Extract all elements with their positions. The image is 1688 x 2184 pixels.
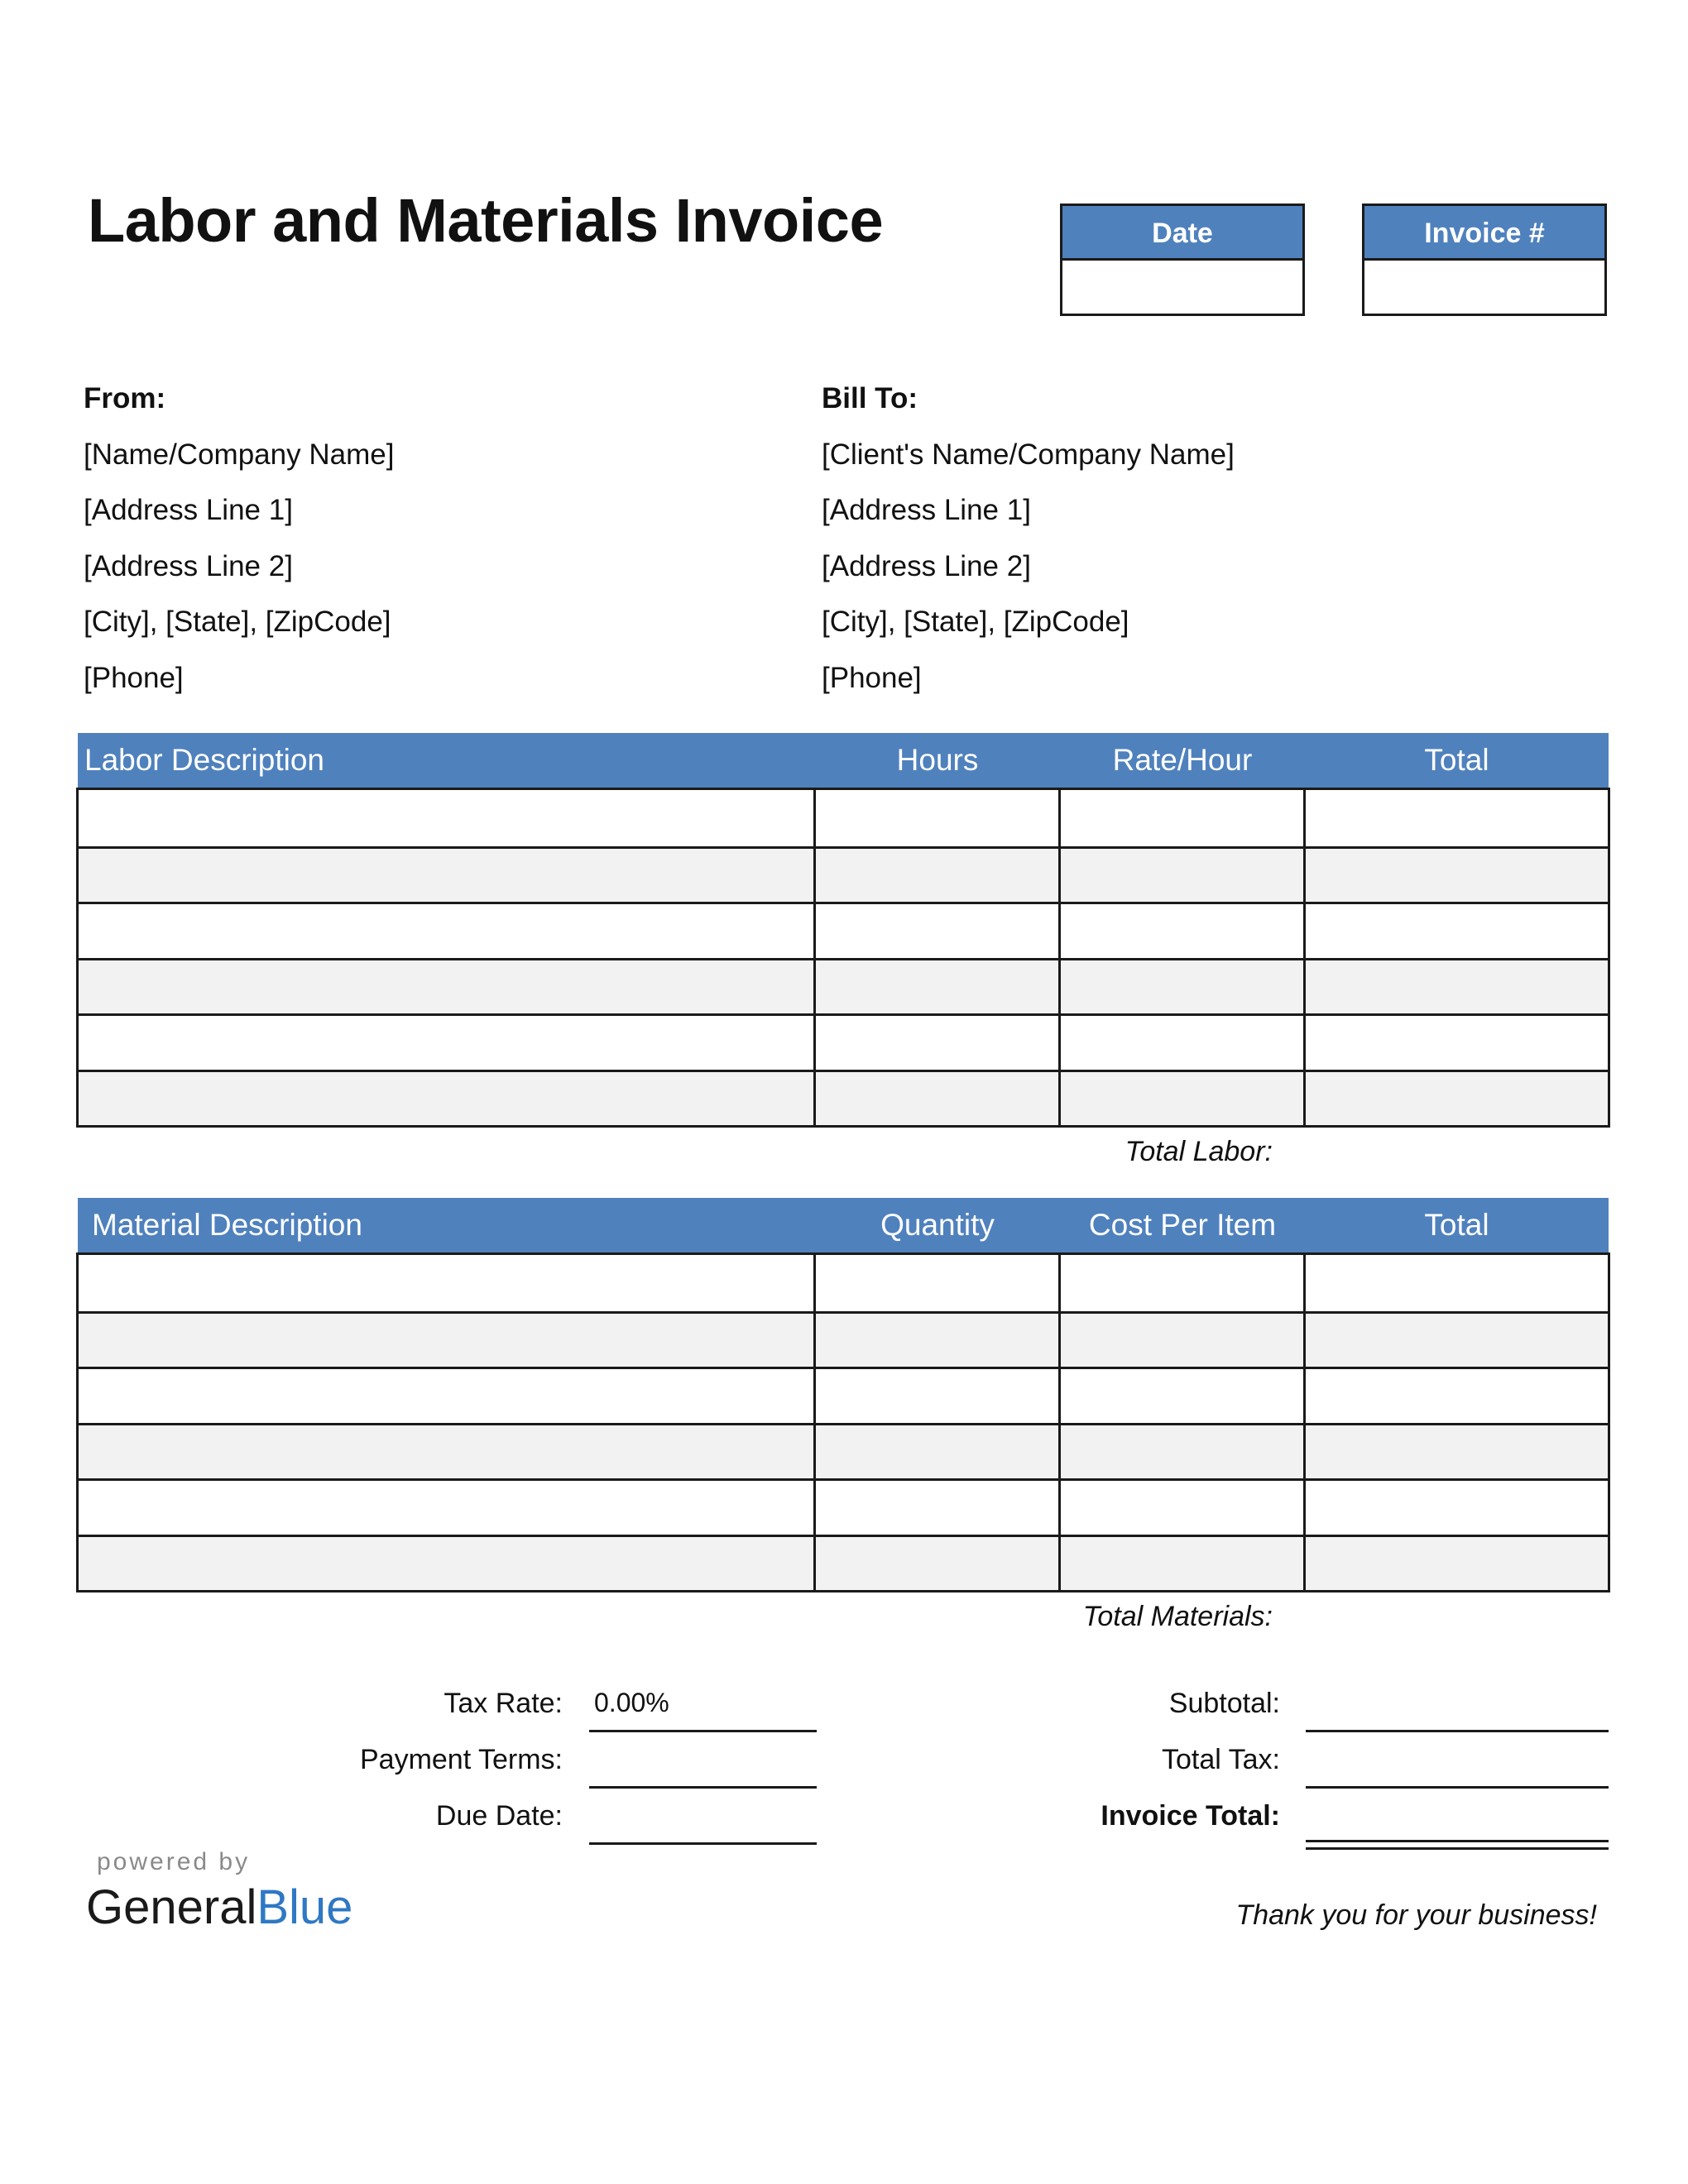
invoice-total-label: Invoice Total: — [1101, 1800, 1280, 1832]
material-quantity-cell[interactable] — [816, 1255, 1061, 1311]
powered-by-text: powered by — [97, 1848, 251, 1875]
material-cost-cell[interactable] — [1061, 1537, 1306, 1591]
total-labor-label: Total Labor: — [1125, 1136, 1273, 1167]
labor-table-body — [76, 788, 1610, 1128]
material-quantity-cell[interactable] — [816, 1369, 1061, 1423]
bill-to-section — [822, 371, 1235, 706]
labor-total-cell[interactable] — [1306, 790, 1608, 846]
payment-terms-label: Payment Terms: — [359, 1744, 563, 1775]
payment-terms-field[interactable] — [589, 1786, 817, 1789]
labor-hours-cell[interactable] — [816, 960, 1061, 1014]
labor-description-cell[interactable] — [79, 790, 816, 846]
labor-col-description: Labor Description — [84, 743, 324, 777]
labor-description-cell[interactable] — [79, 960, 816, 1014]
bill-to-city-state-zip[interactable]: [City], [State], [ZipCode] — [822, 606, 1129, 638]
date-label: Date — [1062, 206, 1302, 261]
total-tax-label: Total Tax: — [1161, 1744, 1280, 1775]
from-city-state-zip[interactable]: [City], [State], [ZipCode] — [84, 606, 391, 638]
tax-rate-underline — [589, 1730, 817, 1732]
table-row — [79, 1311, 1608, 1367]
labor-rate-cell[interactable] — [1061, 960, 1306, 1014]
material-total-cell[interactable] — [1306, 1481, 1608, 1535]
material-quantity-cell[interactable] — [816, 1314, 1061, 1367]
material-description-cell[interactable] — [79, 1537, 816, 1591]
tax-rate-value[interactable]: 0.00% — [594, 1688, 669, 1717]
material-total-cell[interactable] — [1306, 1255, 1608, 1311]
table-row — [79, 846, 1608, 903]
due-date-label: Due Date: — [435, 1800, 563, 1832]
invoice-number-box — [1362, 204, 1607, 316]
bill-to-address-1[interactable]: [Address Line 1] — [822, 494, 1031, 526]
material-cost-cell[interactable] — [1061, 1314, 1306, 1367]
materials-col-description: Material Description — [92, 1208, 362, 1242]
table-row — [79, 1535, 1608, 1591]
labor-total-cell[interactable] — [1306, 904, 1608, 958]
table-row — [79, 1367, 1608, 1423]
labor-total-cell[interactable] — [1306, 1016, 1608, 1070]
material-description-cell[interactable] — [79, 1255, 816, 1311]
total-tax-field[interactable] — [1306, 1786, 1609, 1789]
labor-rate-cell[interactable] — [1061, 1072, 1306, 1126]
labor-hours-cell[interactable] — [816, 849, 1061, 903]
materials-col-total: Total — [1424, 1208, 1489, 1242]
material-cost-cell[interactable] — [1061, 1481, 1306, 1535]
material-description-cell[interactable] — [79, 1481, 816, 1535]
labor-col-rate: Rate/Hour — [1112, 743, 1253, 777]
table-row — [79, 1423, 1608, 1479]
thank-you-note: Thank you for your business! — [1235, 1899, 1597, 1931]
materials-col-quantity: Quantity — [880, 1208, 995, 1242]
labor-col-total: Total — [1424, 743, 1489, 777]
table-row — [79, 790, 1608, 846]
table-row — [79, 958, 1608, 1014]
table-row — [79, 902, 1608, 958]
labor-description-cell[interactable] — [79, 1072, 816, 1126]
invoice-number-field[interactable] — [1364, 261, 1604, 314]
subtotal-label: Subtotal: — [1168, 1688, 1280, 1719]
material-total-cell[interactable] — [1306, 1314, 1608, 1367]
table-row — [79, 1013, 1608, 1070]
date-box — [1060, 204, 1305, 316]
labor-total-cell[interactable] — [1306, 960, 1608, 1014]
labor-description-cell[interactable] — [79, 849, 816, 903]
logo-text-general: General — [86, 1880, 257, 1934]
logo-text-blue: Blue — [257, 1880, 353, 1934]
labor-hours-cell[interactable] — [816, 904, 1061, 958]
labor-description-cell[interactable] — [79, 904, 816, 958]
material-cost-cell[interactable] — [1061, 1425, 1306, 1479]
invoice-total-field[interactable] — [1306, 1840, 1609, 1850]
tax-rate-label: Tax Rate: — [444, 1688, 563, 1719]
labor-rate-cell[interactable] — [1061, 904, 1306, 958]
table-row — [79, 1255, 1608, 1311]
from-address-2[interactable]: [Address Line 2] — [84, 549, 293, 582]
labor-description-cell[interactable] — [79, 1016, 816, 1070]
material-description-cell[interactable] — [79, 1369, 816, 1423]
invoice-number-label: Invoice # — [1364, 206, 1604, 261]
material-description-cell[interactable] — [79, 1314, 816, 1367]
material-quantity-cell[interactable] — [816, 1425, 1061, 1479]
labor-hours-cell[interactable] — [816, 790, 1061, 846]
material-quantity-cell[interactable] — [816, 1481, 1061, 1535]
labor-total-cell[interactable] — [1306, 1072, 1608, 1126]
labor-table-header — [78, 733, 1609, 788]
subtotal-field[interactable] — [1306, 1730, 1609, 1732]
labor-hours-cell[interactable] — [816, 1072, 1061, 1126]
material-total-cell[interactable] — [1306, 1537, 1608, 1591]
table-row — [79, 1070, 1608, 1126]
from-address-1[interactable]: [Address Line 1] — [84, 494, 293, 526]
bill-to-name[interactable]: [Client's Name/Company Name] — [822, 438, 1235, 471]
invoice-title: Labor and Materials Invoice — [88, 186, 884, 255]
bill-to-address-2[interactable]: [Address Line 2] — [822, 549, 1031, 582]
material-quantity-cell[interactable] — [816, 1537, 1061, 1591]
total-materials-label: Total Materials: — [1082, 1601, 1273, 1632]
material-cost-cell[interactable] — [1061, 1255, 1306, 1311]
labor-rate-cell[interactable] — [1061, 790, 1306, 846]
table-row — [79, 1478, 1608, 1535]
labor-col-hours: Hours — [896, 743, 979, 777]
labor-rate-cell[interactable] — [1061, 1016, 1306, 1070]
labor-hours-cell[interactable] — [816, 1016, 1061, 1070]
labor-total-cell[interactable] — [1306, 849, 1608, 903]
material-total-cell[interactable] — [1306, 1369, 1608, 1423]
bill-to-heading: Bill To: — [822, 382, 918, 414]
generalblue-logo[interactable] — [86, 1880, 352, 1935]
due-date-field[interactable] — [589, 1842, 817, 1845]
from-name[interactable]: [Name/Company Name] — [84, 438, 395, 471]
materials-table-body — [76, 1252, 1610, 1592]
bill-to-phone[interactable]: [Phone] — [822, 661, 922, 694]
materials-table-header — [78, 1198, 1609, 1252]
from-section — [84, 371, 394, 706]
material-total-cell[interactable] — [1306, 1425, 1608, 1479]
date-field[interactable] — [1062, 261, 1302, 314]
from-phone[interactable]: [Phone] — [84, 661, 184, 694]
materials-col-cost: Cost Per Item — [1088, 1208, 1277, 1242]
labor-rate-cell[interactable] — [1061, 849, 1306, 903]
from-heading: From: — [84, 382, 166, 414]
material-description-cell[interactable] — [79, 1425, 816, 1479]
material-cost-cell[interactable] — [1061, 1369, 1306, 1423]
